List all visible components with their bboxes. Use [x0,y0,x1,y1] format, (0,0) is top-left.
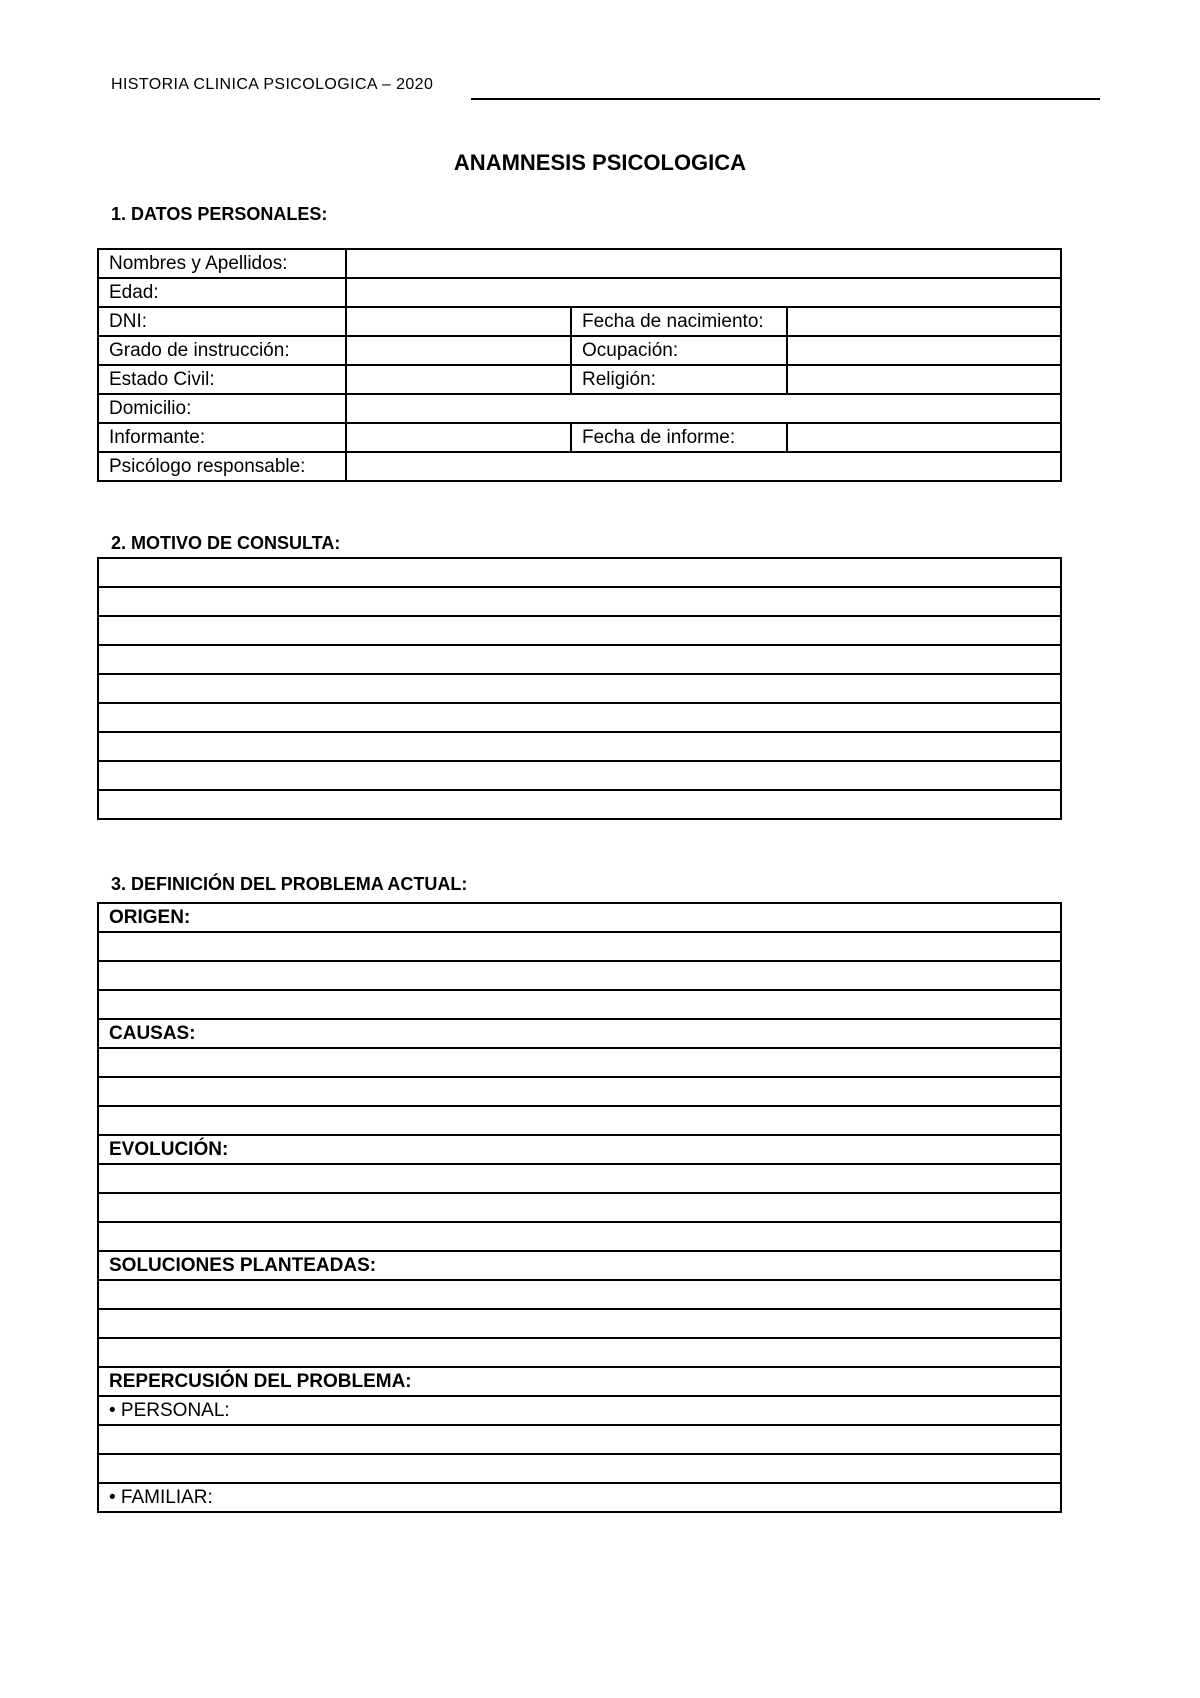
label-dni: DNI: [98,307,346,336]
field-psicologo[interactable] [346,452,1061,481]
field-fecha-informe[interactable] [787,423,1061,452]
table-row [98,307,1061,336]
personal-data-table [97,248,1062,482]
table-row [98,1338,1061,1367]
motivo-line[interactable] [98,645,1061,674]
section-heading-motivo-consulta: 2. MOTIVO DE CONSULTA: [111,533,341,553]
causas-line[interactable] [98,1077,1061,1106]
table-row [98,616,1061,645]
label-familiar: • FAMILIAR: [98,1483,1061,1512]
table-row [98,1019,1061,1048]
label-causas: CAUSAS: [98,1019,1061,1048]
table-row [98,1077,1061,1106]
label-origen: ORIGEN: [98,903,1061,932]
field-domicilio[interactable] [346,394,1061,423]
motivo-line[interactable] [98,558,1061,587]
definicion-problema-table [97,902,1062,1513]
field-grado-instruccion[interactable] [346,336,571,365]
table-row [98,1222,1061,1251]
evolucion-line[interactable] [98,1164,1061,1193]
evolucion-line[interactable] [98,1193,1061,1222]
table-row [98,903,1061,932]
label-psicologo: Psicólogo responsable: [98,452,346,481]
motivo-consulta-table [97,557,1062,820]
origen-line[interactable] [98,961,1061,990]
table-row [98,249,1061,278]
table-row [98,1164,1061,1193]
label-estado-civil: Estado Civil: [98,365,346,394]
running-header [111,76,1100,102]
field-ocupacion[interactable] [787,336,1061,365]
table-row [98,1193,1061,1222]
label-religion: Religión: [571,365,787,394]
personal-line[interactable] [98,1454,1061,1483]
label-domicilio: Domicilio: [98,394,346,423]
motivo-line[interactable] [98,616,1061,645]
table-row [98,452,1061,481]
table-row [98,1135,1061,1164]
label-repercusion: REPERCUSIÓN DEL PROBLEMA: [98,1367,1061,1396]
motivo-line[interactable] [98,732,1061,761]
soluciones-line[interactable] [98,1338,1061,1367]
table-row [98,336,1061,365]
field-religion[interactable] [787,365,1061,394]
field-informante[interactable] [346,423,571,452]
label-nombres: Nombres y Apellidos: [98,249,346,278]
label-ocupacion: Ocupación: [571,336,787,365]
table-row [98,423,1061,452]
table-row [98,674,1061,703]
evolucion-line[interactable] [98,1222,1061,1251]
personal-line[interactable] [98,1425,1061,1454]
field-dni[interactable] [346,307,571,336]
table-row [98,365,1061,394]
section-heading-definicion-problema: 3. DEFINICIÓN DEL PROBLEMA ACTUAL: [111,874,468,894]
soluciones-line[interactable] [98,1309,1061,1338]
label-fecha-nacimiento: Fecha de nacimiento: [571,307,787,336]
label-personal: • PERSONAL: [98,1396,1061,1425]
table-row [98,645,1061,674]
table-row [98,1454,1061,1483]
section-heading-datos-personales: 1. DATOS PERSONALES: [111,204,328,224]
header-rule [471,98,1100,100]
table-row [98,278,1061,307]
label-edad: Edad: [98,278,346,307]
motivo-line[interactable] [98,587,1061,616]
table-row [98,1048,1061,1077]
table-row [98,932,1061,961]
soluciones-line[interactable] [98,1280,1061,1309]
table-row [98,1367,1061,1396]
label-soluciones: SOLUCIONES PLANTEADAS: [98,1251,1061,1280]
table-row [98,1309,1061,1338]
causas-line[interactable] [98,1048,1061,1077]
table-row [98,1483,1061,1512]
table-row [98,790,1061,819]
field-fecha-nacimiento[interactable] [787,307,1061,336]
causas-line[interactable] [98,1106,1061,1135]
field-estado-civil[interactable] [346,365,571,394]
running-header-text: HISTORIA CLINICA PSICOLOGICA – 2020 [111,76,434,93]
table-row [98,761,1061,790]
table-row [98,587,1061,616]
label-fecha-informe: Fecha de informe: [571,423,787,452]
motivo-line[interactable] [98,761,1061,790]
field-nombres[interactable] [346,249,1061,278]
motivo-line[interactable] [98,674,1061,703]
table-row [98,1251,1061,1280]
label-evolucion: EVOLUCIÓN: [98,1135,1061,1164]
label-grado-instruccion: Grado de instrucción: [98,336,346,365]
table-row [98,703,1061,732]
table-row [98,558,1061,587]
table-row [98,394,1061,423]
table-row [98,1106,1061,1135]
table-row [98,1425,1061,1454]
table-row [98,732,1061,761]
label-informante: Informante: [98,423,346,452]
motivo-line[interactable] [98,790,1061,819]
origen-line[interactable] [98,932,1061,961]
document-title: ANAMNESIS PSICOLOGICA [453,150,747,175]
table-row [98,990,1061,1019]
table-row [98,1396,1061,1425]
field-edad[interactable] [346,278,1061,307]
table-row [98,961,1061,990]
table-row [98,1280,1061,1309]
origen-line[interactable] [98,990,1061,1019]
motivo-line[interactable] [98,703,1061,732]
